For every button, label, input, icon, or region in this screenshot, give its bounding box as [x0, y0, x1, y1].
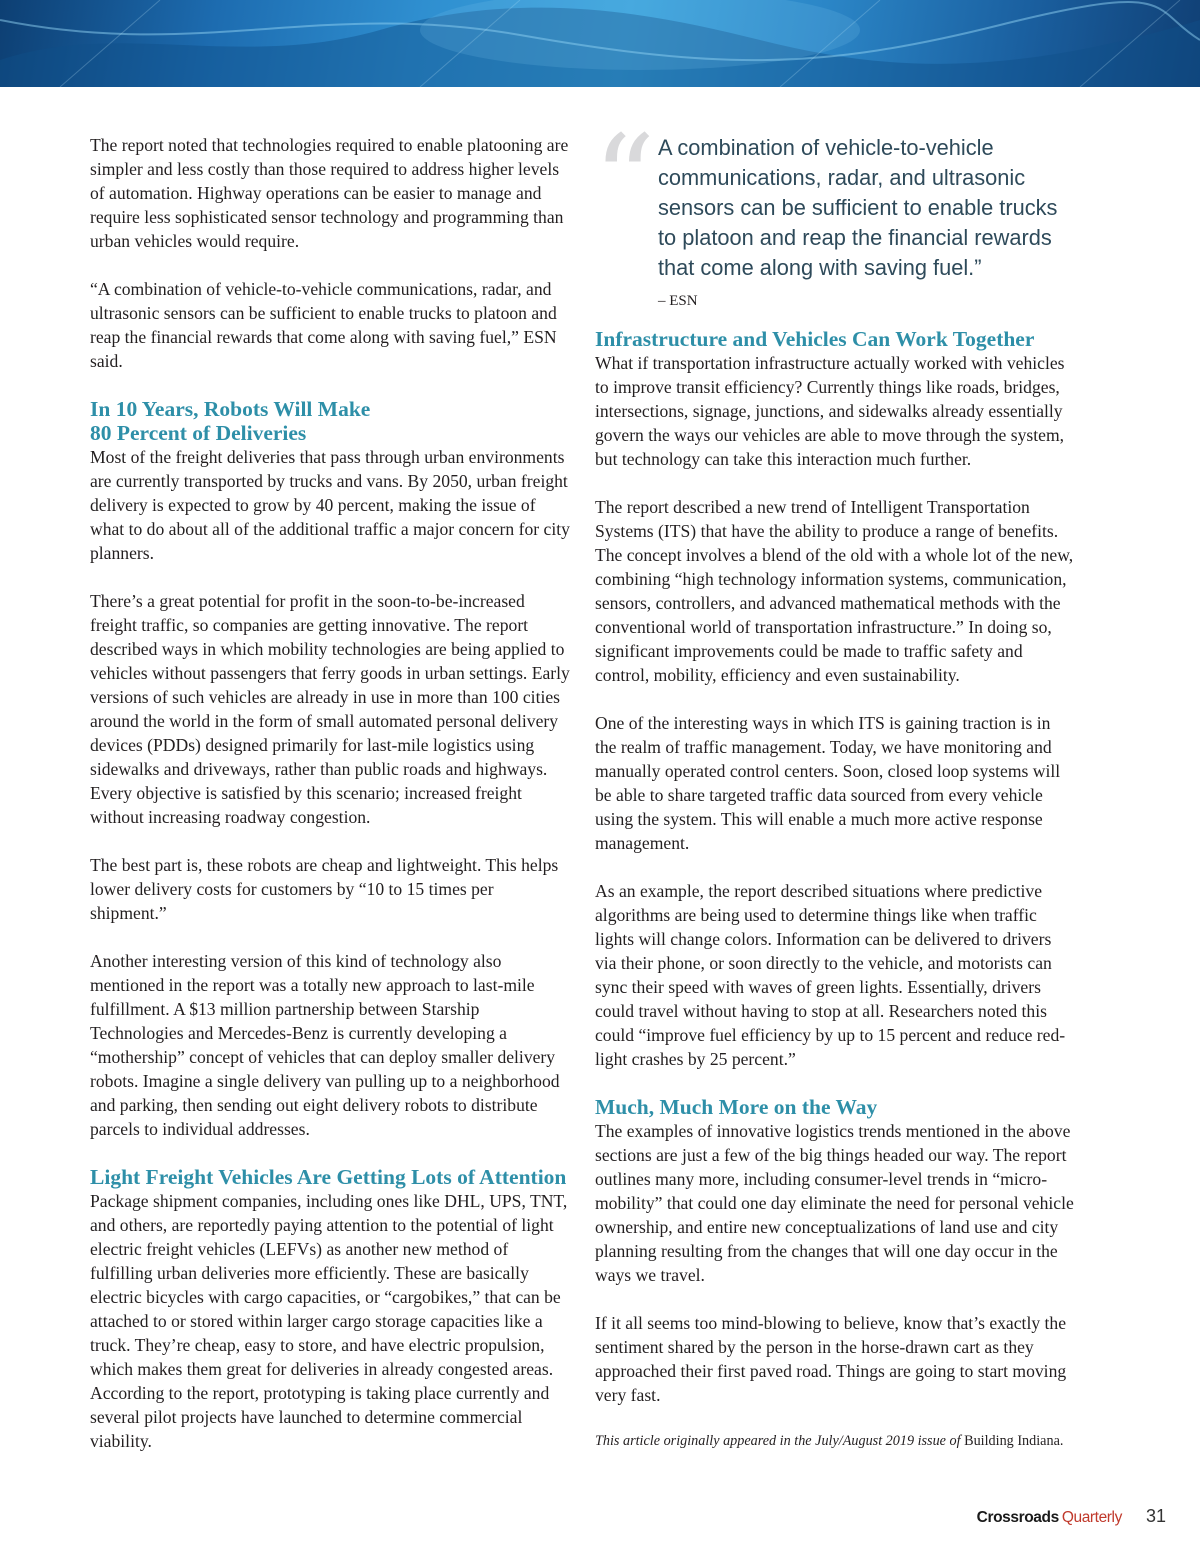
footer-brand-bold: Crossroads	[976, 1509, 1059, 1526]
body-paragraph: If it all seems too mind-blowing to believe, know that’s exactly the sentiment shared by the person in the horse-drawn cart as they approached their first paved road. Things are going to start moving very fast.	[595, 1313, 1067, 1405]
body-paragraph: Another interesting version of this kind of technology also mentioned in the report was a totally new approach to last-mile fulfillment. A $13 million partnership between Starship Technologies and Mercedes-Benz is currently developing a “mothership” concept of vehicles that can deploy smaller delivery robots. Imagine a single delivery van pulling up to a neighborhood and parking, then sending out eight delivery robots to distribute parcels to individual addresses.	[90, 951, 560, 1139]
pull-quote-attribution: – ESN	[658, 293, 698, 309]
page-footer	[977, 1505, 1166, 1529]
body-paragraph: “A combination of vehicle-to-vehicle communications, radar, and ultrasonic sensors can be sufficient to enable trucks to platoon and reap the financial rewards that come along with saving fuel,” ESN said.	[90, 279, 557, 371]
pull-quote	[593, 109, 1075, 311]
quote-mark-icon: “	[593, 109, 656, 251]
heading-line: In 10 Years, Robots Will Make	[90, 397, 371, 421]
right-column	[593, 109, 1075, 1475]
body-paragraph: The report described a new trend of Intelligent Transportation Systems (ITS) that have the ability to produce a range of benefits. The concept involves a blend of the old with a whole lot of the new, combining “high technology information systems, communication, sensors, controllers, and advanced mathematical methods with the conventional world of transportation infrastructure.” In doing so, significant improvements could be made to traffic safety and control, mobility, efficiency and even sustainability.	[595, 497, 1074, 685]
body-paragraph: What if transportation infrastructure actually worked with vehicles to improve transit efficiency? Currently things like roads, bridges, intersections, signage, junctions, and sidewalks already essentially govern the ways our vehicles are able to move through the system, but technology can take this interaction much further.	[595, 353, 1065, 469]
source-publication: Building Indiana.	[964, 1433, 1064, 1449]
section-heading-robots	[90, 397, 570, 445]
page-number: 31	[1145, 1506, 1166, 1526]
header-banner-image	[0, 0, 1200, 87]
body-paragraph: The best part is, these robots are cheap and lightweight. This helps lower delivery costs for customers by “10 to 15 times per shipment.”	[90, 855, 559, 923]
pull-quote-text: A combination of vehicle-to-vehicle communications, radar, and ultrasonic sensors can be sufficient to enable trucks to platoon and reap the financial rewards that come along with saving fuel.”	[658, 135, 1058, 280]
source-note-italic: This article originally appeared in the July/August 2019 issue of	[595, 1433, 961, 1449]
body-paragraph: The examples of innovative logistics trends mentioned in the above sections are just a few of the big things headed our way. The report outlines many more, including consumer-level trends in “micro-mobility” that could one day eliminate the need for personal vehicle ownership, and entire new conceptualizations of land use and city planning resulting from the changes that will one day occur in the ways we travel.	[595, 1121, 1074, 1285]
body-paragraph: Most of the freight deliveries that pass through urban environments are currently transported by trucks and vans. By 2050, urban freight delivery is expected to grow by 40 percent, making the issue of what to do about all of the additional traffic a major concern for city planners.	[90, 447, 570, 563]
heading-line: 80 Percent of Deliveries	[90, 421, 307, 445]
body-paragraph: Package shipment companies, including ones like DHL, UPS, TNT, and others, are reportedly paying attention to the potential of light electric freight vehicles (LEFVs) as another new method of fulfilling urban deliveries more efficiently. These are basically electric bicycles with cargo capacities, or “cargobikes,” that can be attached to or stored within larger cargo storage capacities like a truck. They’re cheap, easy to store, and have electric propulsion, which makes them great for deliveries in already congested areas. According to the report, prototyping is taking place currently and several pilot projects have launched to determine commercial viability.	[90, 1191, 568, 1451]
body-paragraph: There’s a great potential for profit in the soon-to-be-increased freight traffic, so companies are getting innovative. The report described ways in which mobility technologies are being applied to vehicles without passengers that ferry goods in urban settings. Early versions of such vehicles are already in use in more than 100 cities around the world in the form of small automated personal delivery devices (PDDs) designed primarily for last-mile logistics using sidewalks and driveways, rather than public roads and highways. Every objective is satisfied by this scenario; increased freight without increasing roadway congestion.	[90, 591, 570, 827]
body-paragraph: The report noted that technologies required to enable platooning are simpler and less costly than those required to address higher levels of automation. Highway operations can be easier to manage and require less sophisticated sensor technology and programming than urban vehicles would require.	[90, 135, 569, 251]
section-heading-more: Much, Much More on the Way	[595, 1095, 878, 1119]
section-heading-infrastructure: Infrastructure and Vehicles Can Work Together	[595, 327, 1035, 351]
body-paragraph: As an example, the report described situations where predictive algorithms are being used to determine things like when traffic lights will change colors. Information can be delivered to drivers via their phone, or soon directly to the vehicle, and motorists can sync their speed with waves of green lights. Essentially, drivers could travel without having to stop at all. Researchers noted this could “improve fuel efficiency by up to 15 percent and reduce red-light crashes by 25 percent.”	[595, 881, 1066, 1069]
body-paragraph: One of the interesting ways in which ITS is gaining traction is in the realm of traffic management. Today, we have monitoring and manually operated control centers. Soon, closed loop systems will be able to share targeted traffic data sourced from every vehicle using the system. This will enable a much more active response management.	[595, 713, 1061, 853]
section-heading-lefv: Light Freight Vehicles Are Getting Lots of Attention	[90, 1165, 567, 1189]
footer-brand-light: Quarterly	[1061, 1509, 1122, 1526]
left-column	[90, 133, 570, 1477]
source-note	[595, 1431, 1075, 1451]
banner-abstract-graphic	[0, 0, 1200, 87]
